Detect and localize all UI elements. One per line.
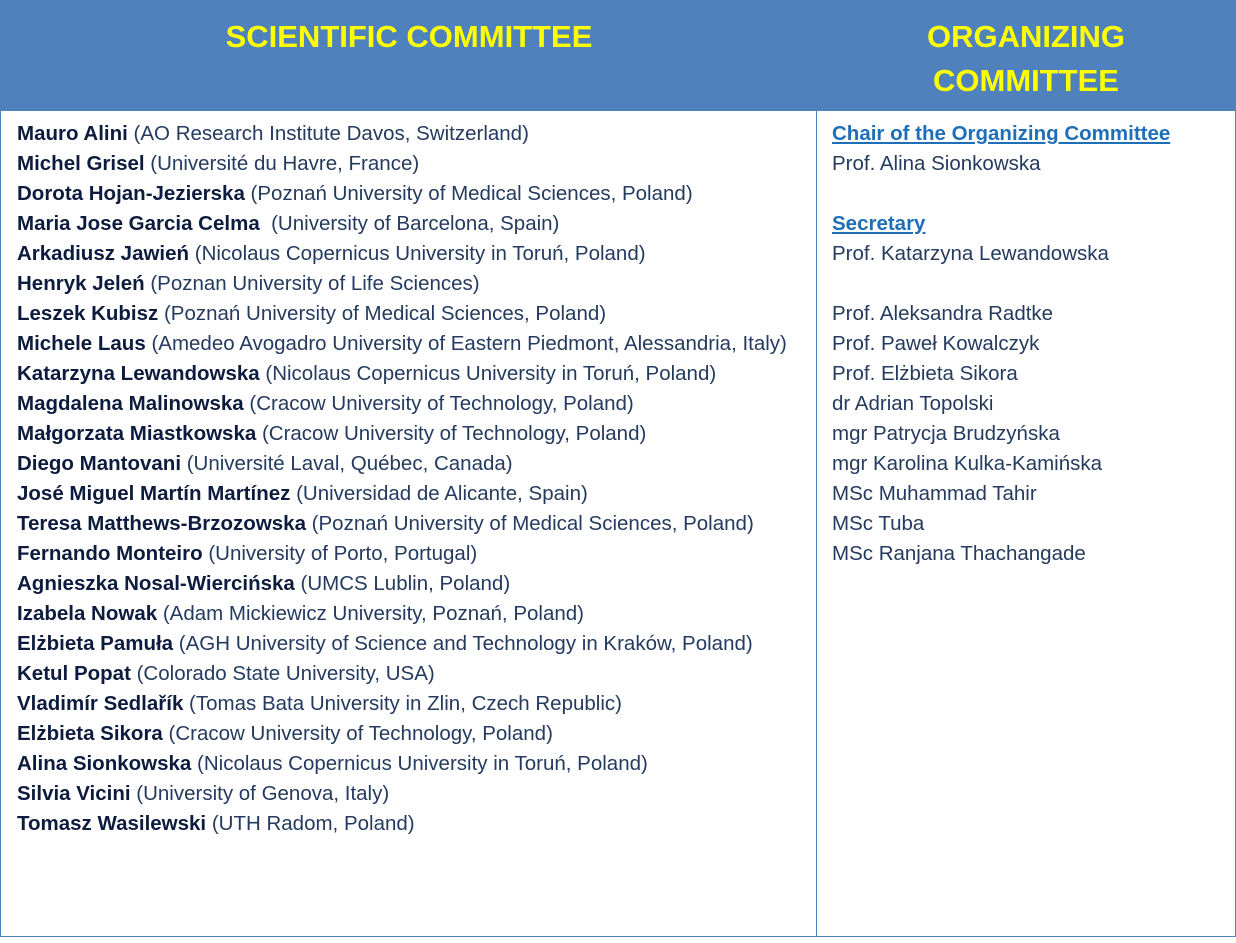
- list-item: [17, 569, 807, 599]
- member-affiliation: (University of Porto, Portugal): [202, 542, 478, 565]
- organizing-heading-line2: COMMITTEE: [933, 63, 1119, 98]
- member-affiliation: (UMCS Lublin, Poland): [294, 572, 511, 595]
- secretary-title-link[interactable]: Secretary: [832, 212, 926, 235]
- member-name: Alina Sionkowska: [17, 752, 192, 775]
- member-name: Michele Laus: [17, 332, 146, 355]
- member-affiliation: (Amedeo Avogadro University of Eastern Piedmont, Alessandria, Italy): [145, 332, 787, 355]
- list-item: [17, 509, 807, 539]
- list-item: [17, 179, 807, 209]
- member-affiliation: (AGH University of Science and Technology in Kraków, Poland): [173, 632, 753, 655]
- organizing-committee-heading: [817, 15, 1235, 103]
- member-name: Michel Grisel: [17, 152, 145, 175]
- member-affiliation: (Colorado State University, USA): [130, 662, 435, 685]
- member-affiliation: (AO Research Institute Davos, Switzerland): [127, 122, 529, 145]
- list-item: [17, 749, 807, 779]
- organizing-committee-list: [832, 119, 1227, 569]
- member-name: Elżbieta Sikora: [17, 722, 163, 745]
- member-affiliation: (Université Laval, Québec, Canada): [181, 452, 513, 475]
- member-name: Tomasz Wasilewski: [17, 812, 207, 835]
- list-item: [17, 329, 807, 359]
- list-item: [17, 149, 807, 179]
- member-affiliation: (Cracow University of Technology, Poland): [243, 392, 634, 415]
- member-name: Izabela Nowak: [17, 602, 158, 625]
- list-item: [17, 419, 807, 449]
- list-item: Prof. Elżbieta Sikora: [832, 362, 1018, 385]
- member-affiliation: (Poznań University of Medical Sciences, Poland): [305, 512, 754, 535]
- list-item: [17, 779, 807, 809]
- list-item: [17, 599, 807, 629]
- member-affiliation: (Tomas Bata University in Zlin, Czech Republic): [183, 692, 622, 715]
- member-affiliation: (Nicolaus Copernicus University in Toruń, Poland): [189, 242, 646, 265]
- list-item: MSc Muhammad Tahir: [832, 482, 1037, 505]
- list-item: mgr Patrycja Brudzyńska: [832, 422, 1060, 445]
- organizing-heading-line1: ORGANIZING: [926, 19, 1126, 54]
- member-name: Henryk Jeleń: [17, 272, 145, 295]
- member-affiliation: (Nicolaus Copernicus University in Toruń, Poland): [259, 362, 717, 385]
- list-item: [17, 119, 807, 149]
- member-affiliation: (Universidad de Alicante, Spain): [290, 482, 588, 505]
- list-item: [17, 659, 807, 689]
- chair-title-link[interactable]: Chair of the Organizing Committee: [832, 122, 1171, 145]
- member-affiliation: (Université du Havre, France): [144, 152, 420, 175]
- member-name: José Miguel Martín Martínez: [17, 482, 291, 505]
- member-name: Arkadiusz Jawień: [17, 242, 190, 265]
- member-name: Silvia Vicini: [17, 782, 131, 805]
- list-item: MSc Tuba: [832, 512, 925, 535]
- list-item: [17, 239, 807, 269]
- member-affiliation: (Poznan University of Life Sciences): [144, 272, 480, 295]
- member-name: Magdalena Malinowska: [17, 392, 244, 415]
- chair-name: Prof. Alina Sionkowska: [832, 152, 1041, 175]
- member-name: Teresa Matthews-Brzozowska: [17, 512, 306, 535]
- member-name: Małgorzata Miastkowska: [17, 422, 257, 445]
- list-item: [17, 359, 807, 389]
- table-header: [1, 1, 1235, 111]
- list-item: [17, 299, 807, 329]
- member-affiliation: (University of Genova, Italy): [130, 782, 390, 805]
- member-name: Dorota Hojan-Jezierska: [17, 182, 245, 205]
- list-item: [17, 479, 807, 509]
- member-name: Katarzyna Lewandowska: [17, 362, 260, 385]
- list-item: [17, 719, 807, 749]
- member-name: Diego Mantovani: [17, 452, 182, 475]
- list-item: mgr Karolina Kulka-Kamińska: [832, 452, 1103, 475]
- list-item: [17, 689, 807, 719]
- member-name: Agnieszka Nosal-Wiercińska: [17, 572, 295, 595]
- list-item: dr Adrian Topolski: [832, 392, 994, 415]
- list-item: [17, 389, 807, 419]
- list-item: [17, 629, 807, 659]
- member-name: Vladimír Sedlařík: [17, 692, 184, 715]
- list-item: [17, 209, 807, 239]
- organizing-members: [832, 299, 1227, 569]
- scientific-committee-heading: SCIENTIFIC COMMITTEE: [225, 19, 593, 54]
- member-affiliation: (University of Barcelona, Spain): [259, 212, 560, 235]
- member-name: Mauro Alini: [17, 122, 128, 145]
- list-item: Prof. Paweł Kowalczyk: [832, 332, 1040, 355]
- scientific-committee-list: [17, 119, 807, 839]
- member-affiliation: (UTH Radom, Poland): [206, 812, 415, 835]
- column-divider: [816, 111, 817, 937]
- member-affiliation: (Poznań University of Medical Sciences, Poland): [244, 182, 693, 205]
- member-affiliation: (Nicolaus Copernicus University in Toruń, Poland): [191, 752, 648, 775]
- member-affiliation: (Poznań University of Medical Sciences, Poland): [158, 302, 607, 325]
- list-item: [17, 809, 807, 839]
- member-name: Elżbieta Pamuła: [17, 632, 174, 655]
- member-name: Fernando Monteiro: [17, 542, 203, 565]
- member-affiliation: (Cracow University of Technology, Poland): [256, 422, 647, 445]
- list-item: MSc Ranjana Thachangade: [832, 542, 1086, 565]
- list-item: [17, 449, 807, 479]
- member-affiliation: (Adam Mickiewicz University, Poznań, Poland): [157, 602, 584, 625]
- list-item: [17, 539, 807, 569]
- secretary-name: Prof. Katarzyna Lewandowska: [832, 242, 1109, 265]
- list-item: Prof. Aleksandra Radtke: [832, 302, 1054, 325]
- member-name: Maria Jose Garcia Celma: [17, 212, 260, 235]
- spacer: [832, 269, 1227, 299]
- member-name: Ketul Popat: [17, 662, 131, 685]
- member-name: Leszek Kubisz: [17, 302, 159, 325]
- spacer: [832, 179, 1227, 209]
- list-item: [17, 269, 807, 299]
- member-affiliation: (Cracow University of Technology, Poland): [162, 722, 553, 745]
